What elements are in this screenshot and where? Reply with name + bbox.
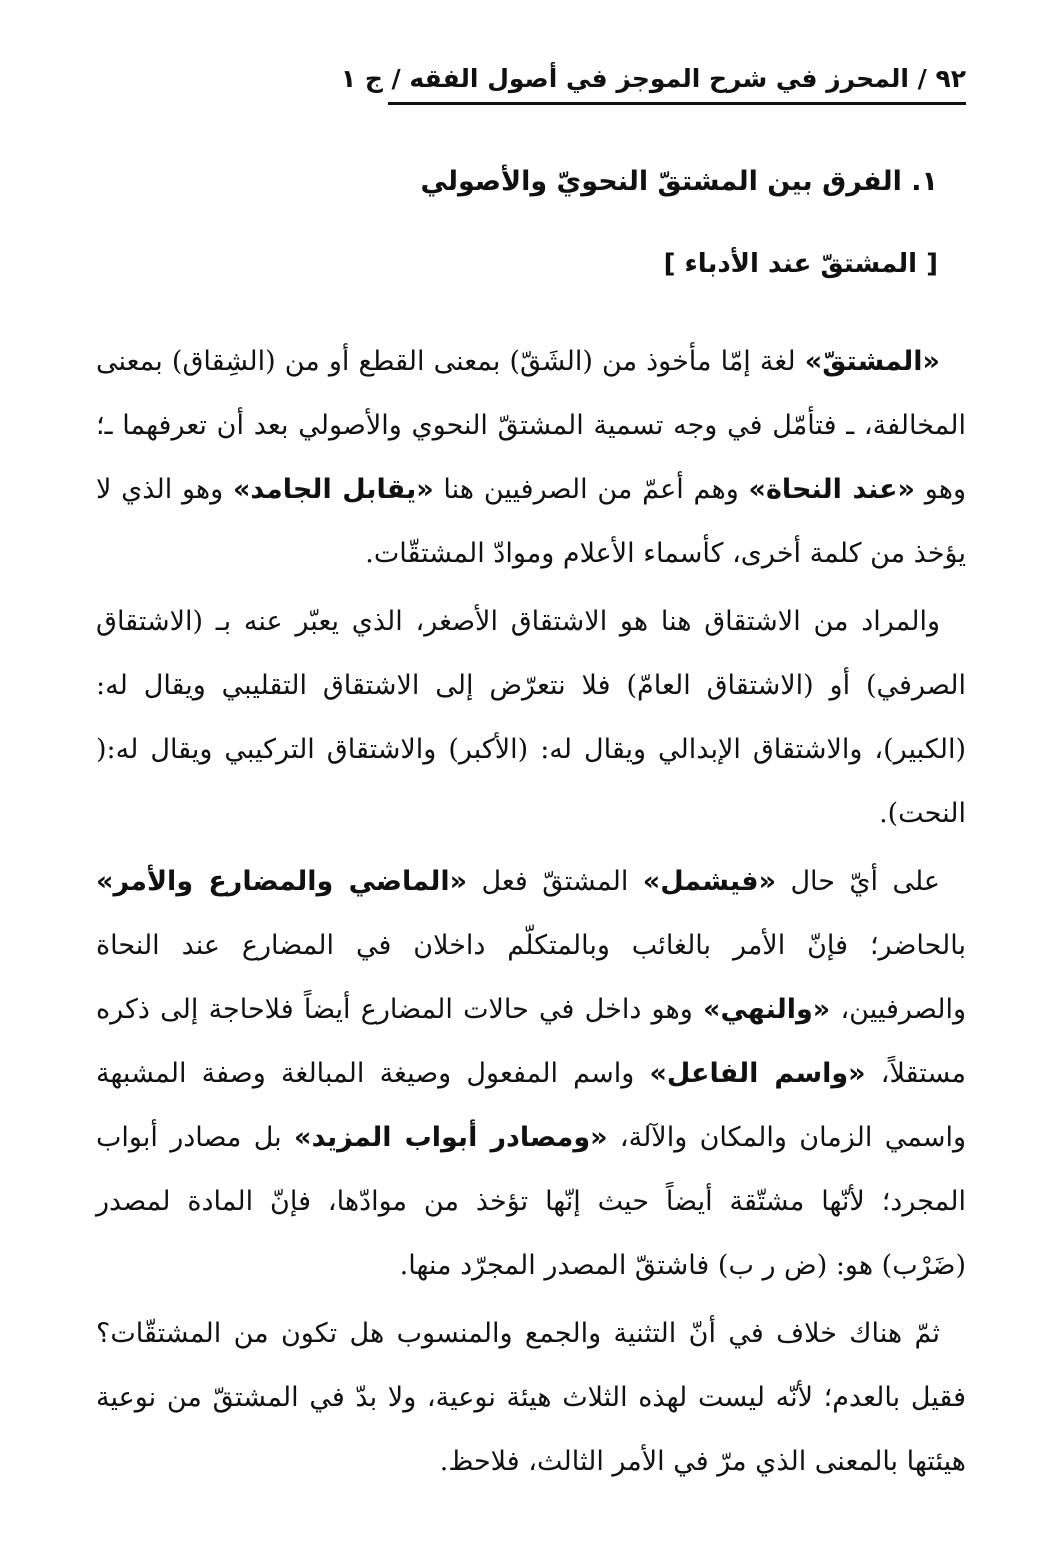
header-divider — [388, 102, 966, 105]
paragraph-text: ثمّ هناك خلاف في أنّ التثنية والجمع والمنسوب هل تكون من المشتقّات؟ فقيل بالعدم؛ لأنّه ليست لهذه الثلاث هيئة نوعية، ولا بدّ في المشتقّ من نوعية هيئتها بالمعنى الذي مرّ في الأمر الثالث، فلاحظ. — [96, 1318, 966, 1477]
paragraph-text: واسم المفعول وصيغة المبالغة وصفة المشبهة واسمي الزمان والمكان والآلة، — [96, 1058, 966, 1153]
bold-term: «يقابل الجامد» — [232, 474, 434, 505]
paragraph-text: لغة إمّا مأخوذ من (الشَقّ) بمعنى القطع أو من (الشِقاق) بمعنى المخالفة، ـ فتأمّل في وجه تسمية المشتقّ النحوي والأصولي بعد أن تعرفهما ـ؛ وهو — [96, 346, 966, 505]
paragraph-text: بالحاضر؛ فإنّ الأمر بالغائب وبالمتكلّم داخلان في المضارع عند النحاة والصرفيين، — [96, 930, 966, 1025]
paragraph-3 — [96, 850, 966, 1298]
bold-term: «واسم الفاعل» — [649, 1058, 866, 1089]
running-title: ٩٢ / المحرز في شرح الموجز في أصول الفقه / ج ١ — [340, 64, 966, 93]
bold-term: «المشتقّ» — [804, 346, 940, 377]
bold-term: «الماضي والمضارع والأمر» — [96, 866, 468, 897]
page-header — [340, 58, 966, 110]
sub-heading: [ المشتقّ عند الأدباء ] — [663, 249, 938, 279]
paragraph-text: وهو الذي لا يؤخذ من كلمة أخرى، كأسماء الأعلام وموادّ المشتقّات. — [96, 474, 966, 569]
paragraph-text: وهو داخل في حالات المضارع أيضاً فلاحاجة إلى ذكره مستقلاً، — [96, 994, 966, 1089]
paragraph-1 — [96, 330, 966, 586]
bold-term: «ومصادر أبواب المزيد» — [294, 1122, 608, 1153]
bold-term: «فيشمل» — [642, 866, 777, 897]
paragraph-text: على أيّ حال — [776, 866, 940, 897]
paragraph-2 — [96, 590, 966, 846]
bold-term: «عند النحاة» — [748, 474, 915, 505]
paragraph-text: والمراد من الاشتقاق هنا هو الاشتقاق الأصغر، الذي يعبّر عنه بـ (الاشتقاق الصرفي) أو (الاشتقاق العامّ) فلا نتعرّض إلى الاشتقاق التقليبي ويقال له: (الكبير)، والاشتقاق الإبدالي ويقال له: (الأكبر) والاشتقاق التركيبي ويقال له:( النحت). — [96, 606, 966, 829]
paragraph-4 — [96, 1302, 966, 1494]
paragraph-text: المشتقّ فعل — [467, 866, 643, 897]
paragraph-text: وهم أعمّ من الصرفيين هنا — [433, 474, 749, 505]
section-heading: ١. الفرق بين المشتقّ النحويّ والأصولي — [420, 166, 938, 197]
bold-term: «والنهي» — [703, 994, 831, 1025]
paragraph-text: بل مصادر أبواب المجرد؛ لأنّها مشتّقة أيضاً حيث إنّها تؤخذ من موادّها، فإنّ المادة لمصدر (ضَرْب) هو: (ض ر ب) فاشتقّ المصدر المجرّد منها. — [96, 1122, 966, 1281]
